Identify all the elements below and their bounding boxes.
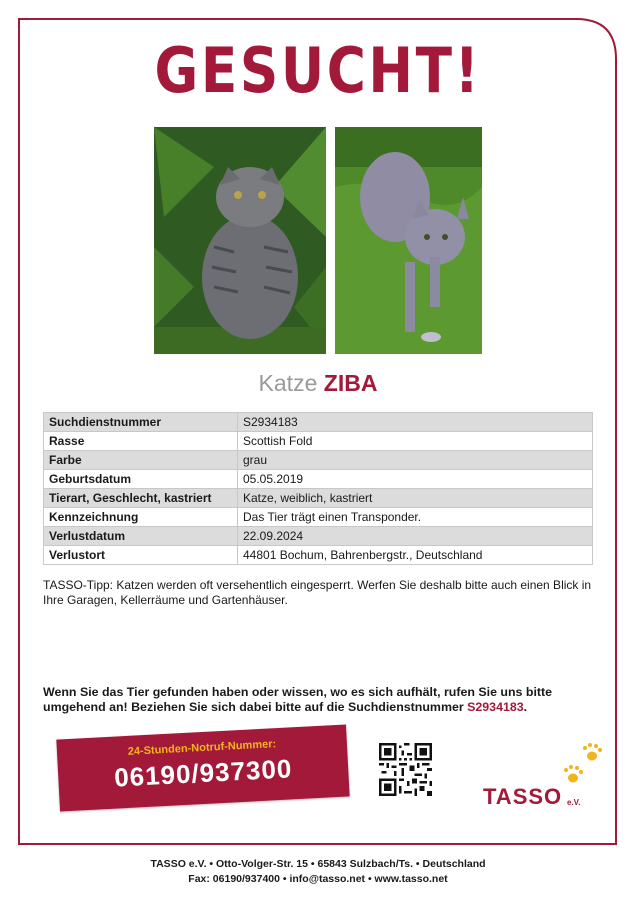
info-key: Kennzeichnung [44,508,238,527]
table-row [44,432,593,451]
pet-info-table [43,412,593,565]
info-key: Suchdienstnummer [44,413,238,432]
info-value: 05.05.2019 [238,470,593,489]
pet-name: ZIBA [323,370,378,396]
logo-word: TASSO [483,784,563,809]
info-key: Geburtsdatum [44,470,238,489]
info-key: Tierart, Geschlecht, kastriert [44,489,238,508]
info-key: Farbe [44,451,238,470]
hotline-phone[interactable]: 06190/937300 [113,753,294,793]
qr-code-icon[interactable] [379,743,432,796]
pet-name-heading [0,370,636,397]
table-row [44,527,593,546]
info-value: Das Tier trägt einen Transponder. [238,508,593,527]
info-value: 22.09.2024 [238,527,593,546]
cat-sitting-photo [154,127,326,354]
call-end: . [523,700,528,714]
table-row [44,546,593,565]
table-row [44,470,593,489]
logo-suffix: e.V. [567,798,581,807]
table-row [44,508,593,527]
footer [0,857,636,887]
info-key: Verlustort [44,546,238,565]
hotline-label: 24-Stunden-Notruf-Nummer: [127,738,277,758]
table-row [44,451,593,470]
paw-icon [483,742,613,787]
hotline-box [56,724,349,811]
tasso-tip: TASSO-Tipp: Katzen werden oft versehentlich eingesperrt. Werfen Sie deshalb bitte auch einen Blick in Ihre Garagen, Kellerräume und Gartenhäuser. [43,578,592,607]
info-key: Verlustdatum [44,527,238,546]
info-value: Katze, weiblich, kastriert [238,489,593,508]
table-row [44,413,593,432]
call-text: Wenn Sie das Tier gefunden haben oder wissen, wo es sich aufhält, rufen Sie uns bitte umgehend an! Beziehen Sie sich dabei bitte auf die Suchdienstnummer [43,685,553,714]
table-row [44,489,593,508]
info-value: grau [238,451,593,470]
footer-address: TASSO e.V. • Otto-Volger-Str. 15 • 65843 Sulzbach/Ts. • Deutschland [150,858,486,870]
footer-contact: Fax: 06190/937400 • info@tasso.net • www.tasso.net [188,873,448,885]
call-to-action [43,685,603,715]
cat-walking-photo [335,127,482,354]
search-number: S2934183 [467,700,524,714]
poster-title: GESUCHT! [154,34,482,107]
info-key: Rasse [44,432,238,451]
tasso-logo [483,742,613,812]
info-value: Scottish Fold [238,432,593,451]
info-value: 44801 Bochum, Bahrenbergstr., Deutschland [238,546,593,565]
info-value: S2934183 [238,413,593,432]
pet-kind: Katze [258,370,318,396]
